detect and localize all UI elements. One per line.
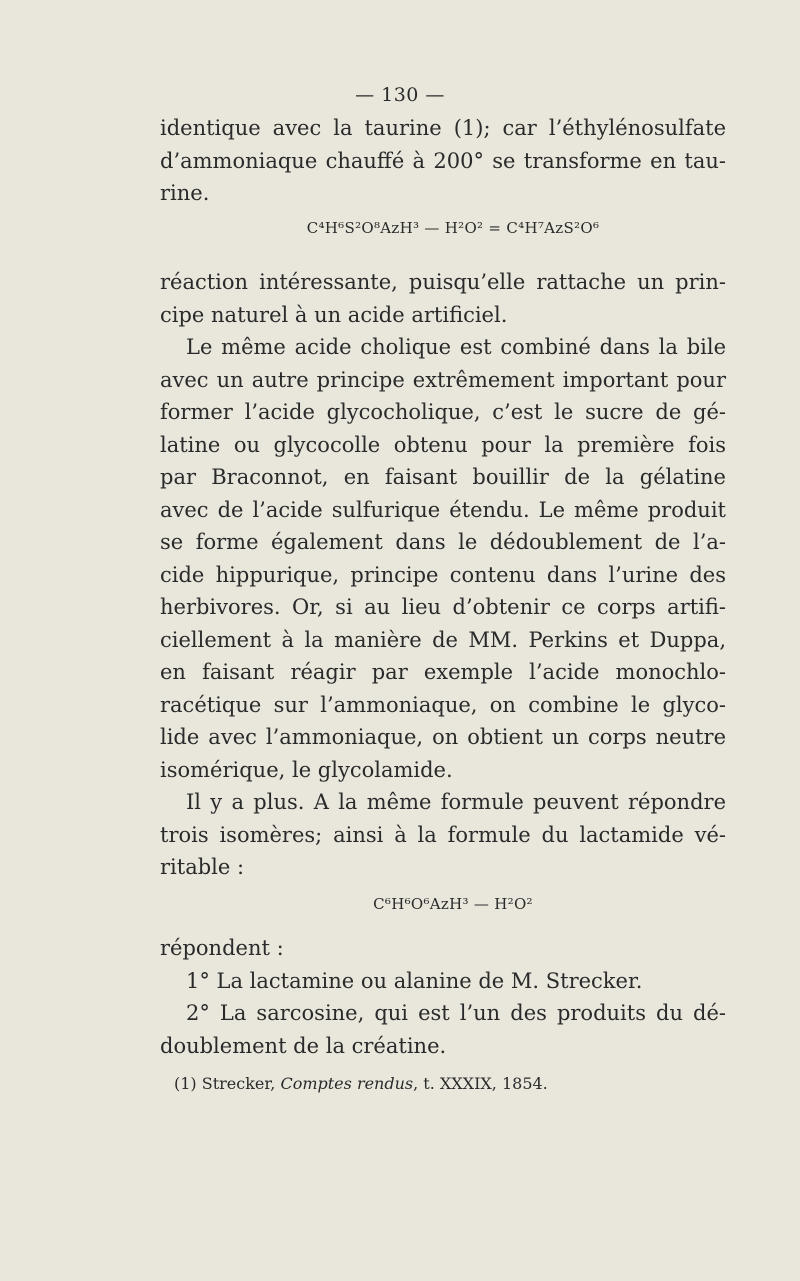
page-number: — 130 —	[355, 84, 445, 106]
text-line: latine ou glycocolle obtenu pour la première fois	[160, 432, 726, 457]
text-line: former l’acide glycocholique, c’est le sucre de gé-	[160, 400, 726, 424]
text-line: isomérique, le glycolamide.	[160, 757, 453, 782]
text-line: racétique sur l’ammoniaque, on combine le glyco-	[160, 692, 726, 717]
paragraph-start: Le même acide cholique est combiné dans la bile	[186, 335, 726, 359]
text-line: avec un autre principe extrêmement important pour	[160, 367, 726, 392]
paragraph-start: Il y a plus. A la même formule peuvent répondre	[186, 790, 726, 814]
text-line: par Braconnot, en faisant bouillir de la gélatine	[160, 465, 726, 489]
list-item: 2° La sarcosine, qui est l’un des produits du dé-	[186, 1001, 726, 1025]
body-text	[160, 112, 726, 1062]
text-line: lide avec l’ammoniaque, on obtient un corps neutre	[160, 725, 726, 749]
footnote-prefix: (1) Strecker,	[174, 1074, 281, 1093]
footnote-title: Comptes rendus	[280, 1074, 414, 1093]
text-line: se forme également dans le dédoublement de l’a-	[160, 530, 726, 554]
chemical-formula: C⁴H⁶S²O⁸AzH³ — H²O² = C⁴H⁷AzS²O⁶	[306, 218, 600, 237]
text-line: répondent :	[160, 936, 284, 960]
text-line: avec de l’acide sulfurique étendu. Le même produit	[160, 497, 726, 522]
text-line: herbivores. Or, si au lieu d’obtenir ce corps artifi-	[160, 595, 726, 619]
text-line: ciellement à la manière de MM. Perkins et Duppa,	[160, 627, 726, 652]
text-line: réaction intéressante, puisqu’elle rattache un prin-	[160, 270, 726, 294]
text-line: doublement de la créatine.	[160, 1033, 447, 1058]
text-line: d’ammoniaque chauffé à 200° se transforme en tau-	[160, 148, 726, 173]
text-line: cide hippurique, principe contenu dans l’urine des	[160, 562, 726, 587]
text-line: rine.	[160, 181, 210, 205]
text-line: cipe naturel à un acide artificiel.	[160, 302, 508, 327]
chemical-formula: C⁶H⁶O⁶AzH³ — H²O²	[373, 894, 533, 913]
text-line: ritable :	[160, 855, 245, 879]
text-line: identique avec la taurine (1); car l’éthylénosulfate	[160, 116, 726, 140]
list-item: 1° La lactamine ou alanine de M. Strecker.	[186, 968, 643, 993]
text-line: trois isomères; ainsi à la formule du lactamide vé-	[160, 822, 726, 847]
footnote	[174, 1074, 548, 1093]
footnote-suffix: , t. XXXIX, 1854.	[413, 1074, 548, 1093]
text-line: en faisant réagir par exemple l’acide monochlo-	[160, 660, 726, 684]
